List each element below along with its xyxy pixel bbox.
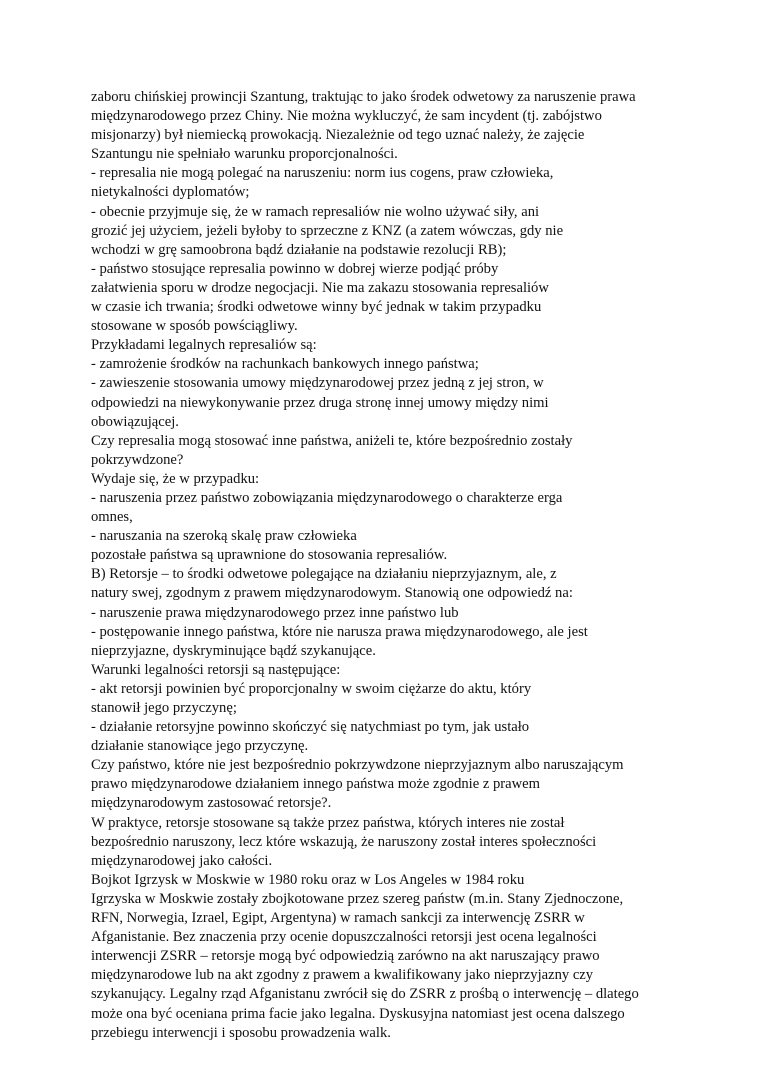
text-line: obowiązującej. (91, 413, 179, 430)
text-line: Czy państwo, które nie jest bezpośrednio pokrzywdzone nieprzyjaznym albo naruszającym (91, 757, 624, 774)
text-line: interwencji ZSRR – retorsje mogą być odpowiedzią zarówno na akt naruszający prawo (91, 948, 600, 965)
text-line: - represalia nie mogą polegać na naruszeniu: norm ius cogens, praw człowieka, (91, 165, 554, 182)
text-line: zaboru chińskiej prowincji Szantung, traktując to jako środek odwetowy za naruszenie prawa (91, 89, 636, 105)
text-line: Czy represalia mogą stosować inne państwa, aniżeli te, które bezpośrednio zostały (91, 432, 573, 449)
text-line: - naruszenie prawa międzynarodowego przez inne państwo lub (91, 604, 459, 621)
text-line: W praktyce, retorsje stosowane są także przez państwa, których interes nie został (91, 814, 565, 831)
text-line: międzynarodowego przez Chiny. Nie można wykluczyć, że sam incydent (tj. zabójstwo (91, 108, 602, 125)
text-line: nietykalności dyplomatów; (91, 184, 250, 201)
text-line: nieprzyjazne, dyskryminujące bądź szykanujące. (91, 642, 376, 659)
text-line: Szantungu nie spełniało warunku proporcjonalności. (91, 146, 398, 163)
text-line: - akt retorsji powinien być proporcjonalny w swoim ciężarze do aktu, który (91, 680, 532, 697)
text-line: pozostałe państwa są uprawnione do stosowania represaliów. (91, 547, 448, 564)
text-line: RFN, Norwegia, Izrael, Egipt, Argentyna) w ramach sankcji za interwencję ZSRR w (91, 910, 585, 927)
text-line: przebiegu interwencji i sposobu prowadzenia walk. (91, 1024, 391, 1041)
text-line: wchodzi w grę samoobrona bądź działanie na podstawie rezolucji RB); (91, 241, 507, 258)
text-line: Przykładami legalnych represaliów są: (91, 337, 317, 354)
text-line: załatwienia sporu w drodze negocjacji. Nie ma zakazu stosowania represaliów (91, 279, 549, 296)
text-line: działanie stanowiące jego przyczynę. (91, 738, 309, 755)
text-line: stosowane w sposób powściągliwy. (91, 318, 298, 335)
text-line: Warunki legalności retorsji są następujące: (91, 661, 341, 678)
text-line: Igrzyska w Moskwie zostały zbojkotowane przez szereg państw (m.in. Stany Zjednoczone, (91, 890, 624, 907)
text-line: - naruszenia przez państwo zobowiązania międzynarodowego o charakterze erga (91, 489, 563, 506)
text-line: grozić jej użyciem, jeżeli byłoby to sprzeczne z KNZ (a zatem wówczas, gdy nie (91, 222, 564, 239)
text-line: stanowił jego przyczynę; (91, 700, 237, 716)
text-line: prawo międzynarodowe działaniem innego państwa może zgodnie z prawem (91, 776, 540, 793)
text-line: międzynarodowym zastosować retorsje?. (91, 795, 332, 812)
text-line: - państwo stosujące represalia powinno w dobrej wierze podjąć próby (91, 260, 499, 277)
text-line: Afganistanie. Bez znaczenia przy ocenie dopuszczalności retorsji jest ocena legalności (91, 929, 597, 946)
text-line: szykanujący. Legalny rząd Afganistanu zwrócił się do ZSRR z prośbą o interwencję – dlatego (91, 986, 639, 1003)
text-line: - postępowanie innego państwa, które nie narusza prawa międzynarodowego, ale jest (91, 623, 588, 640)
text-line: misjonarzy) był niemiecką prowokacją. Niezależnie od tego uznać należy, że zajęcie (91, 127, 585, 144)
text-line: międzynarodowe lub na akt zgodny z prawem a kwalifikowany jako nieprzyjazny czy (91, 967, 594, 984)
text-line: może ona być oceniana prima facie jako legalna. Dyskusyjna natomiast jest ocena dalszego (91, 1005, 625, 1022)
text-line: międzynarodowej jako całości. (91, 852, 273, 869)
text-line: pokrzywdzone? (91, 451, 184, 468)
text-line: bezpośrednio naruszony, lecz które wskazują, że naruszony został interes społeczności (91, 833, 597, 850)
text-line: - zawieszenie stosowania umowy międzynarodowej przez jedną z jej stron, w (91, 375, 544, 392)
text-line: - działanie retorsyjne powinno skończyć się natychmiast po tym, jak ustało (91, 719, 530, 736)
text-line: B) Retorsje – to środki odwetowe polegające na działaniu nieprzyjaznym, ale, z (91, 566, 557, 583)
text-line: odpowiedzi na niewykonywanie przez druga stronę innej umowy między nimi (91, 394, 549, 411)
text-line: - naruszania na szeroką skalę praw człowieka (91, 528, 357, 545)
document-body (91, 88, 711, 1043)
text-line: - zamrożenie środków na rachunkach bankowych innego państwa; (91, 356, 479, 373)
text-line: w czasie ich trwania; środki odwetowe winny być jednak w takim przypadku (91, 299, 542, 316)
text-line: natury swej, zgodnym z prawem międzynarodowym. Stanowią one odpowiedź na: (91, 585, 573, 602)
text-line: Bojkot Igrzysk w Moskwie w 1980 roku oraz w Los Angeles w 1984 roku (91, 871, 525, 888)
text-line: - obecnie przyjmuje się, że w ramach represaliów nie wolno używać siły, ani (91, 203, 540, 220)
text-line: Wydaje się, że w przypadku: (91, 470, 260, 487)
text-line: omnes, (91, 509, 133, 526)
